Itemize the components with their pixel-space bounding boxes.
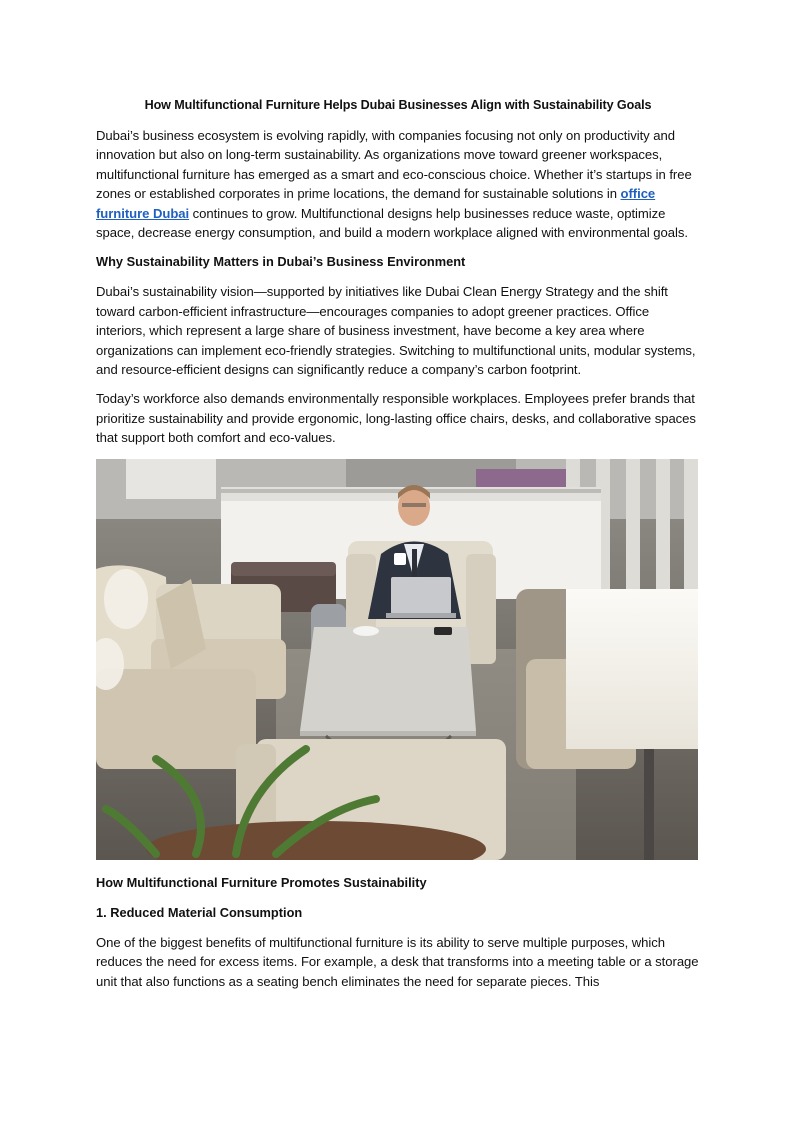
section2-subheading: 1. Reduced Material Consumption xyxy=(96,904,303,920)
section1-heading: Why Sustainability Matters in Dubai’s Business Environment xyxy=(96,254,466,270)
section1-paragraph-1: Dubai’s sustainability vision—supported by initiatives like Dubai Clean Energy Strategy and the shift toward carbon-efficient infrastructure—encourages companies to adopt greener practices. Office interiors, which represent a large share of business investment, have become a key area where organizations can implement eco-friendly strategies. Switching to multifunctional units, modular systems, and resource-efficient designs can significantly reduce a company’s carbon footprint. xyxy=(96,284,696,378)
intro-text-before-link: Dubai’s business ecosystem is evolving rapidly, with companies focusing not only on productivity and innovation but also on long-term sustainability. As organizations move toward greener workspaces, multifunctional furniture has emerged as a smart and eco-conscious choice. Whether it’s startups in free zones or established corporates in prime locations, the demand for sustainable solutions in xyxy=(96,128,692,202)
intro-paragraph xyxy=(96,126,700,242)
office-lounge-photo xyxy=(96,459,698,860)
office-furniture-dubai-link[interactable]: office furniture Dubai xyxy=(96,186,656,221)
section1-paragraph-2: Today’s workforce also demands environmentally responsible workplaces. Employees prefer brands that prioritize sustainability and provide ergonomic, long-lasting office chairs, desks, and collaborative spaces that support both comfort and eco-values. xyxy=(96,391,696,446)
section2-paragraph-1: One of the biggest benefits of multifunctional furniture is its ability to serve multiple purposes, which reduces the need for excess items. For example, a desk that transforms into a meeting table or a storage unit that also functions as a seating bench eliminates the need for separate pieces. This xyxy=(96,934,699,989)
document-body xyxy=(96,96,700,1001)
document-title: How Multifunctional Furniture Helps Dubai Businesses Align with Sustainability Goals xyxy=(144,98,652,112)
section2-heading: How Multifunctional Furniture Promotes Sustainability xyxy=(96,874,427,890)
office-lounge-illustration xyxy=(96,459,698,860)
intro-text-after-link: continues to grow. Multifunctional designs help businesses reduce waste, optimize space, decrease energy consumption, and build a modern workplace aligned with environmental goals. xyxy=(96,205,688,241)
